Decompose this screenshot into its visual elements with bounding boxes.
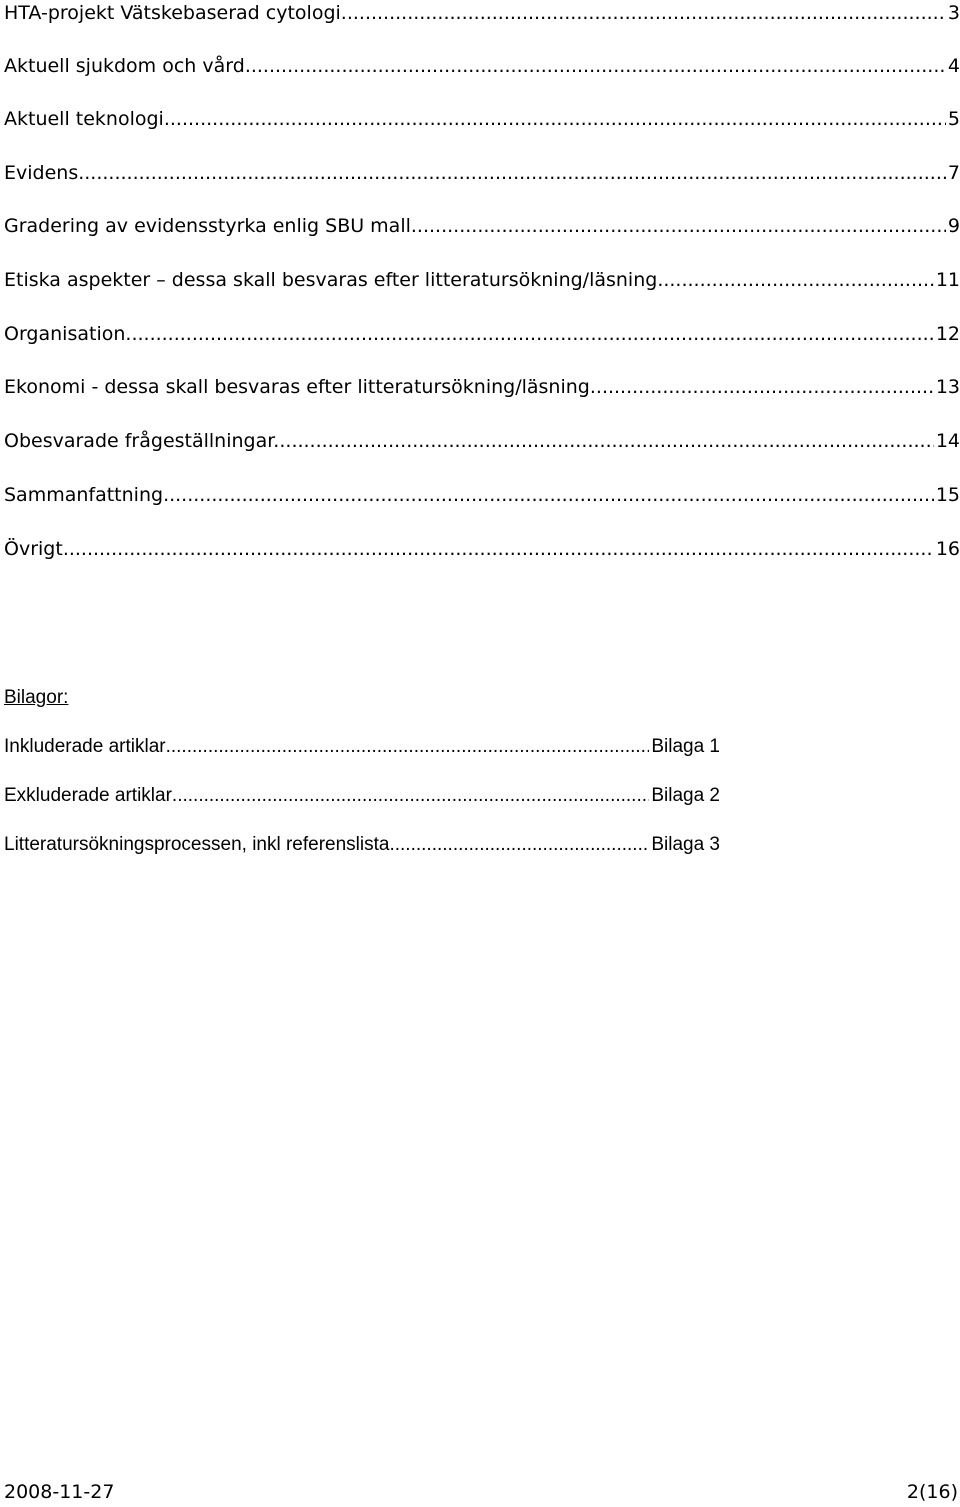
toc-entry-page: 12 (935, 323, 960, 345)
dot-leader (411, 213, 946, 239)
toc-entry-page: 14 (935, 430, 960, 452)
toc-entry-page: 4 (947, 55, 960, 77)
footer-page-number: 2(16) (906, 1481, 958, 1503)
toc-entry-title: Aktuell teknologi (4, 108, 164, 130)
dot-leader (245, 53, 946, 79)
toc-entry[interactable] (4, 321, 960, 347)
attachment-entry[interactable] (4, 735, 720, 759)
attachment-entry[interactable] (4, 833, 720, 857)
toc-entry-title: Sammanfattning (4, 484, 164, 506)
dot-leader (172, 784, 649, 808)
toc-entry[interactable] (4, 53, 960, 79)
toc-entry[interactable] (4, 106, 960, 132)
toc-entry-page: 15 (935, 484, 960, 506)
dot-leader (164, 106, 946, 132)
toc-entry[interactable] (4, 0, 960, 26)
attachment-ref: Bilaga 2 (651, 785, 720, 806)
toc-entry[interactable] (4, 267, 960, 293)
toc-entry-title: Gradering av evidensstyrka enlig SBU mall (4, 215, 411, 237)
toc-entry-title: Obesvarade frågeställningar. (4, 430, 280, 452)
toc-entry-title: Övrigt (4, 538, 63, 560)
dot-leader (166, 735, 650, 759)
attachment-entry[interactable] (4, 784, 720, 808)
toc-entry[interactable] (4, 213, 960, 239)
toc-entry-page: 16 (935, 538, 960, 560)
attachment-ref: Bilaga 3 (651, 834, 720, 855)
toc-entry-page: 13 (935, 376, 960, 398)
dot-leader (125, 321, 933, 347)
toc-entry-title: Etiska aspekter – dessa skall besvaras efter litteratursökning/läsning (4, 269, 658, 291)
toc-entry-title: Ekonomi - dessa skall besvaras efter litteratursökning/läsning (4, 376, 590, 398)
toc-entry-page: 11 (935, 269, 960, 291)
toc-entry-title: Aktuell sjukdom och vård (4, 55, 245, 77)
toc-entry[interactable] (4, 374, 960, 400)
attachment-title: Litteratursökningsprocessen, inkl referenslista (4, 834, 390, 855)
dot-leader (590, 374, 934, 400)
footer-date: 2008-11-27 (4, 1481, 115, 1503)
attachment-title: Exkluderade artiklar (4, 785, 172, 806)
attachment-ref: Bilaga 1 (651, 736, 720, 757)
toc-entry[interactable] (4, 536, 960, 562)
dot-leader (63, 536, 934, 562)
toc-entry-title: Organisation (4, 323, 126, 345)
toc-entry[interactable] (4, 160, 960, 186)
dot-leader (341, 0, 946, 26)
attachment-title: Inkluderade artiklar (4, 736, 166, 757)
toc-entry-title: HTA-projekt Vätskebaserad cytologi (4, 2, 341, 24)
toc-entry-page: 5 (947, 108, 960, 130)
toc-entry-page: 3 (947, 2, 960, 24)
dot-leader (78, 160, 946, 186)
dot-leader (389, 833, 649, 857)
attachments-heading: Bilagor: (4, 687, 69, 708)
dot-leader (657, 267, 934, 293)
dot-leader (279, 428, 933, 454)
dot-leader (163, 482, 934, 508)
toc-entry-title: Evidens (4, 162, 79, 184)
toc-entry-page: 9 (947, 215, 960, 237)
toc-entry-page: 7 (947, 162, 960, 184)
toc-entry[interactable] (4, 428, 960, 454)
toc-entry[interactable] (4, 482, 960, 508)
